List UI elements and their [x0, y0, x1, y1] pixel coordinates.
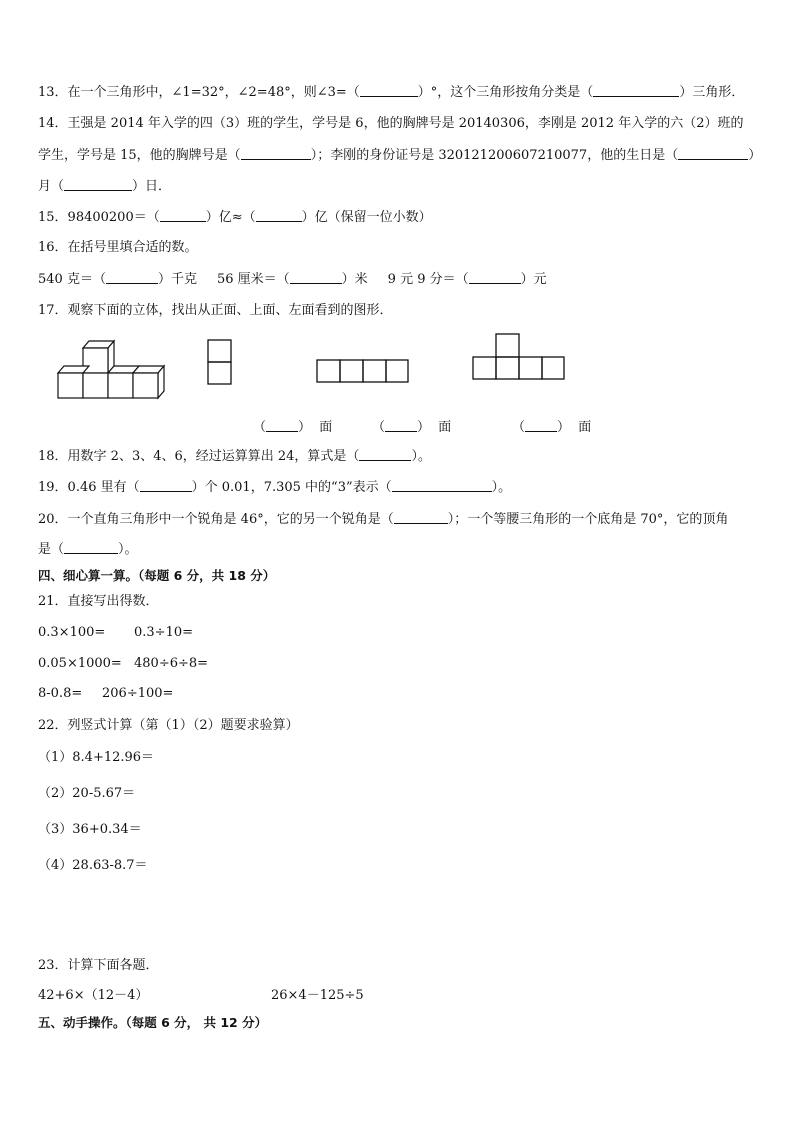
question-21-row-3: 8-0.8= 206÷100=: [38, 686, 174, 701]
answer-blank[interactable]: [160, 209, 206, 222]
section-5-heading: 五、动手操作。（每题 6 分， 共 12 分）: [38, 1015, 268, 1030]
answer-blank[interactable]: [525, 419, 557, 432]
question-20-line-1: 20．一个直角三角形中一个锐角是 46°，它的另一个锐角是（ ）；一个等腰三角形的一个底角是 70°，它的顶角: [38, 512, 729, 527]
view-shape-b: [316, 359, 410, 384]
answer-blank[interactable]: [241, 147, 311, 160]
question-14-line-2: 学生，学号是 15，他的胸牌号是（ ）；李刚的身份证号是 320121200607210077，他的生日是（ ）: [38, 148, 762, 163]
answer-blank[interactable]: [266, 419, 298, 432]
face-label-b: （ ） 面: [372, 420, 452, 435]
question-22-part-3: （3）36+0.34＝: [38, 822, 142, 837]
face-label-c: （ ） 面: [512, 420, 592, 435]
answer-blank[interactable]: [64, 178, 132, 191]
question-23-title: 23．计算下面各题．: [38, 958, 159, 973]
cube-front-face: [108, 373, 133, 398]
answer-blank[interactable]: [256, 209, 302, 222]
answer-blank[interactable]: [290, 271, 342, 284]
question-14-line-1: 14．王强是 2014 年入学的四（3）班的学生，学号是 6，他的胸牌号是 20140306，李刚是 2012 年入学的六（2）班的: [38, 116, 744, 131]
question-22-part-1: （1）8.4+12.96＝: [38, 750, 155, 765]
answer-blank[interactable]: [593, 84, 679, 97]
question-19: 19．0.46 里有（ ）个 0.01，7.305 中的“3”表示（ ）。: [38, 480, 512, 495]
question-22-part-2: （2）20-5.67＝: [38, 786, 136, 801]
cube-solid-figure: [56, 338, 171, 400]
question-16-items: 540 克＝（ ）千克 56 厘米＝（ ）米 9 元 9 分＝（ ）元: [38, 272, 547, 287]
answer-blank[interactable]: [469, 271, 521, 284]
answer-blank[interactable]: [360, 84, 418, 97]
answer-blank[interactable]: [359, 448, 411, 461]
question-16-title: 16．在括号里填合适的数。: [38, 240, 198, 255]
question-22-part-4: （4）28.63-8.7＝: [38, 858, 148, 873]
answer-blank[interactable]: [394, 511, 448, 524]
cube-front-face: [83, 373, 108, 398]
question-21-row-2: 0.05×1000= 480÷6÷8=: [38, 656, 209, 671]
view-shape-c: [472, 333, 566, 381]
view-shape-a: [207, 339, 233, 385]
answer-blank[interactable]: [140, 479, 192, 492]
question-20-line-2: 是（ ）。: [38, 542, 138, 557]
question-21-title: 21．直接写出得数．: [38, 594, 159, 609]
cube-front-face: [58, 373, 83, 398]
question-17-title: 17．观察下面的立体，找出从正面、上面、左面看到的图形．: [38, 303, 393, 318]
cube-top-face: [58, 366, 89, 373]
question-21-row-1: 0.3×100= 0.3÷10=: [38, 625, 194, 640]
answer-blank[interactable]: [392, 479, 492, 492]
question-22-title: 22．列竖式计算（第（1）（2）题要求验算）: [38, 718, 299, 733]
section-4-heading: 四、细心算一算。（每题 6 分，共 18 分）: [38, 568, 276, 583]
answer-blank[interactable]: [385, 419, 417, 432]
question-14-line-3: 月（ ）日．: [38, 179, 172, 194]
question-15: 15．98400200＝（ ）亿≈（ ）亿（保留一位小数）: [38, 210, 432, 225]
face-label-a: （ ） 面: [253, 420, 333, 435]
answer-blank[interactable]: [64, 541, 118, 554]
answer-blank[interactable]: [678, 147, 748, 160]
question-13: 13．在一个三角形中，∠1=32°，∠2=48°，则∠3=（ ）°，这个三角形按角分类是（ ）三角形．: [38, 85, 745, 100]
question-18: 18．用数字 2、3、4、6，经过运算算出 24，算式是（ ）。: [38, 449, 431, 464]
answer-blank[interactable]: [106, 271, 158, 284]
cube-front-face: [133, 373, 158, 398]
question-23-items: 42+6×（12－4） 26×4－125÷5: [38, 988, 364, 1003]
